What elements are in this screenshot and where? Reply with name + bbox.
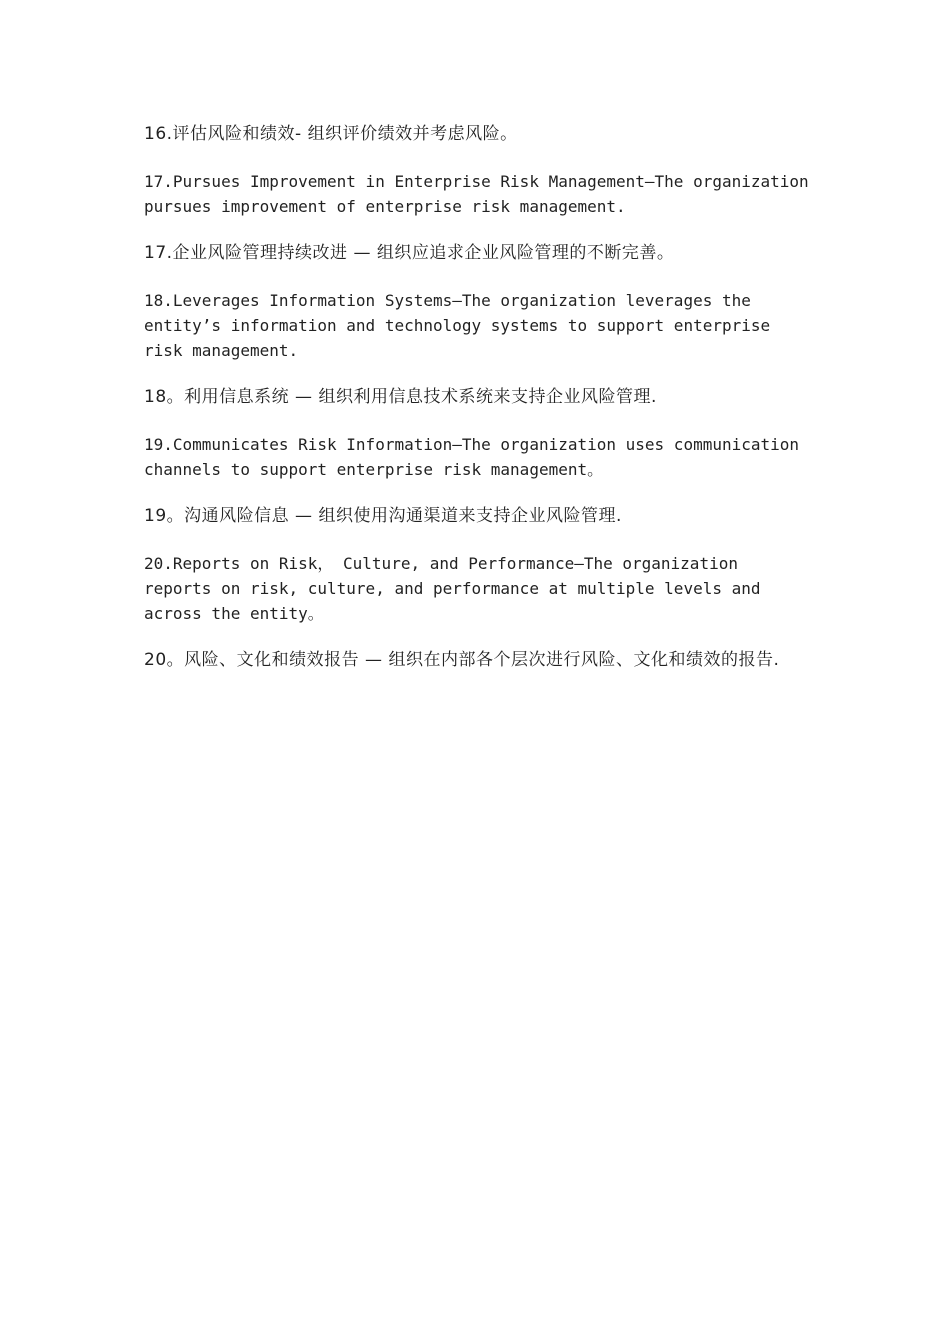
paragraph-17-en: 17.Pursues Improvement in Enterprise Risk Management—The organization pursues improvement of enterprise risk management. bbox=[144, 172, 819, 216]
paragraph-18-en: 18.Leverages Information Systems—The organization leverages the entity’s information and technology systems to support enterprise risk management. bbox=[144, 291, 780, 360]
paragraph-20-zh: 20。风险、文化和绩效报告 — 组织在内部各个层次进行风险、文化和绩效的报告. bbox=[144, 650, 780, 670]
paragraph-19-zh: 19。沟通风险信息 — 组织使用沟通渠道来支持企业风险管理. bbox=[144, 506, 622, 526]
paragraph-16-zh: 16.评估风险和绩效- 组织评价绩效并考虑风险。 bbox=[144, 124, 518, 144]
paragraph-19-en: 19.Communicates Risk Information—The organization uses communication channels to support enterprise risk management。 bbox=[144, 435, 809, 479]
paragraph-17-zh: 17.企业风险管理持续改进 — 组织应追求企业风险管理的不断完善。 bbox=[144, 243, 675, 263]
paragraph-18-zh: 18。利用信息系统 — 组织利用信息技术系统来支持企业风险管理. bbox=[144, 387, 657, 407]
document-body bbox=[144, 122, 819, 695]
paragraph-20-en: 20.Reports on Risk， Culture, and Performance—The organization reports on risk, culture, and performance at multiple levels and across the entity。 bbox=[144, 554, 771, 623]
